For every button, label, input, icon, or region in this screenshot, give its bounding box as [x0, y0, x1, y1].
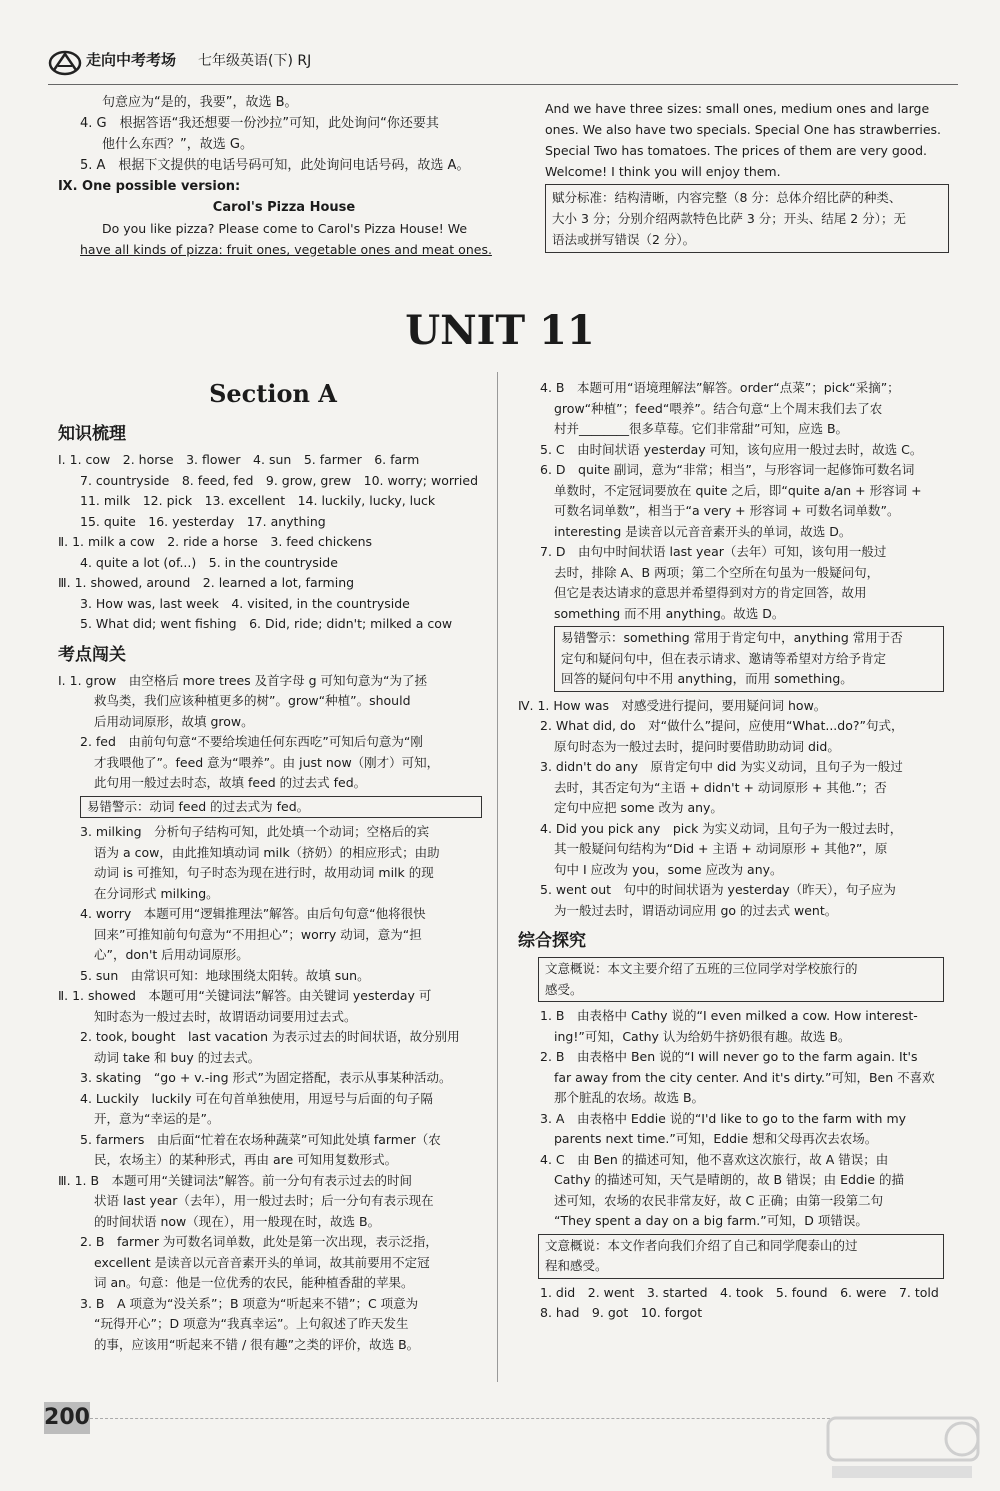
- answer-line: 15. quite 16. yesterday 17. anything: [80, 513, 326, 529]
- answer-line: 民，农场主）的某种形式，再由 are 可知用复数形式。: [94, 1152, 398, 1167]
- answer-line: 定句中应把 some 改为 any。: [554, 800, 723, 815]
- section-title: Section A: [209, 379, 337, 408]
- answer-line: 句中 I 应改为 you，some 应改为 any。: [554, 861, 783, 877]
- header-subtitle: 七年级英语(下) RJ: [198, 53, 312, 69]
- answer-line: Ⅱ. 1. showed 本题可用“关键词法”解答。由关键词 yesterday 可: [58, 988, 432, 1003]
- answer-line: 心”，don't 后用动词原形。: [94, 947, 249, 962]
- answer-line: 为一般过去时，谓语动词应用 go 的过去式 went。: [554, 902, 838, 918]
- answer-line: 3. didn't do any 原肯定句中 did 为实义动词，且句子为一般过: [540, 759, 903, 774]
- text-line: And we have three sizes: small ones, medium ones and large: [545, 101, 930, 116]
- passage-summary-box: [538, 957, 944, 1002]
- text-line: Do you like pizza? Please come to Carol's Pizza House! We: [102, 221, 468, 236]
- error-warning-box: [80, 796, 482, 819]
- answer-line: ing!”可知，Cathy 认为给奶牛挤奶很有趣。故选 B。: [554, 1028, 851, 1044]
- answer-line: 2. What did, do 对“做什么”提问，应使用“What...do?”句式，: [540, 718, 904, 733]
- answer-line: 救鸟类，我们应该种植更多的树”。grow“种植”。should: [94, 693, 411, 708]
- answer-line: 那个脏乱的农场。故选 B。: [554, 1090, 705, 1105]
- answer-line: far away from the city center. And it's dirty.”可知，Ben 不喜欢: [554, 1069, 935, 1085]
- answer-line: Ⅰ. 1. grow 由空格后 more trees 及首字母 g 可知句意为“为了拯: [58, 672, 428, 688]
- answer-line: 5. What did; went fishing 6. Did, ride; didn't; milked a cow: [80, 616, 453, 631]
- answer-line: parents next time.”可知，Eddie 想和父母再次去农场。: [554, 1131, 878, 1146]
- answer-line: 才我喂他了”。feed 意为“喂养”。由 just now（刚才）可知，: [94, 754, 440, 770]
- answer-line: 2. B farmer 为可数名词单数，此处是第一次出现，表示泛指，: [80, 1234, 438, 1249]
- answer-line: Ⅰ. 1. cow 2. horse 3. flower 4. sun 5. farmer 6. farm: [58, 452, 420, 467]
- answer-line: 村并________很多草莓。它们非常甜”可知，应选 B。: [554, 421, 849, 436]
- answer-line: 2. B 由表格中 Ben 说的“I will never go to the farm again. It's: [540, 1049, 918, 1064]
- answer-line: 7. D 由句中时间状语 last year（去年）可知，该句用一般过: [540, 544, 887, 559]
- answer-line: 去时，其否定句为“主语 + didn't + 动词原形 + 其他.”；否: [554, 779, 887, 795]
- heading-knowledge: 知识梳理: [58, 424, 126, 444]
- answer-line: 此句用一般过去时态，故填 feed 的过去式 fed。: [94, 775, 367, 790]
- answer-line: something 而不用 anything。故选 D。: [554, 605, 785, 621]
- answer-line: 动词 take 和 buy 的过去式。: [94, 1049, 261, 1065]
- answer-line: 1. did 2. went 3. started 4. took 5. found 6. were 7. told: [540, 1284, 939, 1300]
- answer-line: “They spent a day on a big farm.”可知，D 项错误。: [554, 1213, 868, 1228]
- answer-line: 3. A 由表格中 Eddie 说的“I'd like to go to the farm with my: [540, 1110, 907, 1126]
- top-left-column: [58, 92, 492, 260]
- answer-line: 可数名词单数”，相当于“a very + 形容词 + 可数名词单数”。: [554, 503, 900, 518]
- text-line: 语法或拼写错误（2 分）。: [552, 232, 696, 247]
- answer-line: 4. Did you pick any pick 为实义动词，且句子为一般过去时，: [540, 820, 903, 836]
- unit-title: UNIT 11: [405, 307, 595, 354]
- page-number: 200: [44, 1402, 90, 1434]
- answer-line: 5. sun 由常识可知：地球围绕太阳转。故填 sun。: [80, 967, 370, 983]
- answer-line: 5. went out 句中的时间状语为 yesterday（昨天），句子应为: [540, 882, 896, 897]
- answer-line: grow“种植”；feed“喂养”。结合句意“上个周末我们去了农: [554, 400, 883, 416]
- answer-line: 回来”可推知前句句意为“不用担心”；worry 动词，意为“担: [94, 926, 422, 942]
- answer-line: 5. C 由时间状语 yesterday 可知，该句应用一般过去时，故选 C。: [540, 441, 923, 457]
- answer-line: 4. worry 本题可用“逻辑推理法”解答。由后句句意“他将很快: [80, 906, 426, 921]
- heading-comprehensive: 综合探究: [518, 931, 586, 951]
- text-line: Welcome! I think you will enjoy them.: [545, 164, 781, 179]
- answer-line: 但它是表达请求的意思并希望得到对方的肯定回答，故用: [554, 585, 867, 600]
- text-line: 回答的疑问句中不用 anything，而用 something。: [561, 671, 853, 686]
- text-line: ones. We also have two specials. Special One has strawberries.: [545, 122, 942, 137]
- text-line: 感受。: [545, 981, 583, 997]
- answer-line: 3. How was, last week 4. visited, in the countryside: [80, 595, 410, 611]
- left-column: [58, 368, 488, 1355]
- text-line: 句意应为“是的，我要”，故选 B。: [102, 95, 298, 110]
- book-logo-icon: [48, 48, 82, 85]
- answer-line: 后用动词原形，故填 grow。: [94, 713, 254, 729]
- text-line: 他什么东西？”，故选 G。: [102, 137, 253, 152]
- answer-line: 2. fed 由前句句意“不要给埃迪任何东西吃”可知后句意为“刚: [80, 734, 423, 749]
- text-line: 大小 3 分；分别介绍两款特色比萨 3 分；开头、结尾 2 分）；无: [552, 211, 906, 226]
- text-line: have all kinds of pizza: fruit ones, vegetable ones and meat ones.: [80, 242, 492, 257]
- answer-line: 开，意为“幸运的是”。: [94, 1111, 220, 1126]
- column-divider: [497, 372, 498, 1382]
- answer-line: 去时，排除 A、B 两项；第二个空所在句虽为一般疑问句，: [554, 564, 880, 580]
- answer-line: 7. countryside 8. feed, fed 9. grow, grew 10. worry; worried: [80, 472, 479, 488]
- heading-exam-points: 考点闯关: [58, 644, 126, 665]
- header-title: 走向中考考场: [86, 51, 177, 69]
- footer-line: [90, 1418, 850, 1419]
- answer-line: 3. milking 分析句子结构可知，此处填一个动词；空格后的宾: [80, 824, 430, 839]
- page-header: [48, 44, 958, 85]
- answer-line: 4. quite a lot (of...) 5. in the countryside: [80, 554, 338, 570]
- answer-line: 知时态为一般过去时，故谓语动词要用过去式。: [94, 1008, 357, 1024]
- essay-title: Carol's Pizza House: [212, 200, 356, 215]
- text-line: 定句和疑问句中，但在表示请求、邀请等希望对方给予肯定: [561, 650, 887, 666]
- text-line: 文意概说：本文主要介绍了五班的三位同学对学校旅行的: [545, 961, 858, 976]
- answer-line: 3. skating “go + v.-ing 形式”为固定搭配，表示从事某种活动。: [80, 1070, 452, 1085]
- text-line: Ⅸ. One possible version:: [58, 179, 241, 194]
- answer-line: Cathy 的描述可知，天气是晴朗的，故 B 错误；由 Eddie 的描: [554, 1172, 904, 1187]
- answer-line: 词 an。句意：他是一位优秀的农民，能种植香甜的苹果。: [94, 1275, 414, 1290]
- answer-line: 11. milk 12. pick 13. excellent 14. luckily, lucky, luck: [80, 493, 436, 508]
- answer-line: excellent 是读音以元音音素开头的单词，故其前要用不定冠: [94, 1254, 430, 1270]
- answer-line: 6. D quite 副词，意为“非常；相当”，与形容词一起修饰可数名词: [540, 462, 915, 477]
- answer-line: 的事，应该用“听起来不错 / 很有趣”之类的评价，故选 B。: [94, 1336, 420, 1352]
- answer-line: 其一般疑问句结构为“Did + 主语 + 动词原形 + 其他?”，原: [554, 841, 888, 856]
- text-line: 4. G 根据答语“我还想要一份沙拉”可知，此处询问“你还要其: [80, 116, 439, 131]
- answer-line: Ⅲ. 1. B 本题可用“关键词法”解答。前一分句有表示过去的时间: [58, 1172, 412, 1188]
- watermark-logo-icon: [822, 1412, 992, 1484]
- answer-line: 状语 last year（去年），用一般过去时；后一分句有表示现在: [94, 1193, 434, 1208]
- right-column: [518, 378, 958, 1324]
- answer-line: 语为 a cow，由此推知填动词 milk（挤奶）的相应形式；由助: [94, 844, 440, 860]
- answer-line: 3. B A 项意为“没关系”；B 项意为“听起来不错”；C 项意为: [80, 1295, 419, 1311]
- answer-line: “玩得开心”；D 项意为“我真幸运”。上句叙述了昨天发生: [94, 1316, 409, 1331]
- text-line: Special Two has tomatoes. The prices of them are very good.: [545, 143, 928, 158]
- answer-line: 述可知，农场的农民非常友好，故 C 正确；由第一段第二句: [554, 1192, 884, 1208]
- answer-line: 4. C 由 Ben 的描述可知，他不喜欢这次旅行，故 A 错误；由: [540, 1151, 889, 1167]
- answer-line: Ⅲ. 1. showed, around 2. learned a lot, farming: [58, 575, 355, 590]
- text-line: 程和感受。: [545, 1258, 608, 1273]
- text-line: 5. A 根据下文提供的电话号码可知，此处询问电话号码，故选 A。: [80, 158, 470, 173]
- answer-line: 4. B 本题可用“语境理解法”解答。order“点菜”；pick“采摘”；: [540, 380, 900, 395]
- answer-line: 2. took, bought last vacation 为表示过去的时间状语，故分别用: [80, 1029, 460, 1044]
- answer-line: 单数时，不定冠词要放在 quite 之后，即“quite a/an + 形容词 +: [554, 482, 922, 498]
- answer-line: 动词 is 可推知，句子时态为现在进行时，故用动词 milk 的现: [94, 865, 434, 880]
- answer-line: Ⅳ. 1. How was 对感受进行提问，要用疑问词 how。: [518, 697, 827, 713]
- passage-summary-box: [538, 1234, 944, 1279]
- answer-line: 原句时态为一般过去时，提问时要借助助动词 did。: [554, 738, 840, 754]
- text-line: 赋分标准：结构清晰，内容完整（8 分：总体介绍比萨的种类、: [552, 190, 902, 205]
- text-line: 易错警示：动词 feed 的过去式为 fed。: [87, 798, 310, 814]
- top-right-column: [545, 98, 955, 257]
- text-line: 文意概说：本文作者向我们介绍了自己和同学爬泰山的过: [545, 1237, 858, 1253]
- answer-line: interesting 是读音以元音音素开头的单词，故选 D。: [554, 523, 852, 539]
- answer-line: Ⅱ. 1. milk a cow 2. ride a horse 3. feed chickens: [58, 534, 373, 549]
- answer-line: 8. had 9. got 10. forgot: [540, 1305, 703, 1320]
- answer-line: 1. B 由表格中 Cathy 说的“I even milked a cow. How interest-: [540, 1008, 918, 1023]
- answer-line: 的时间状语 now（现在），用一般现在时，故选 B。: [94, 1213, 381, 1229]
- scoring-criteria-box: [545, 184, 949, 253]
- text-line: 易错警示：something 常用于肯定句中，anything 常用于否: [561, 630, 903, 645]
- answer-line: 4. Luckily luckily 可在句首单独使用，用逗号与后面的句子隔: [80, 1090, 433, 1106]
- error-warning-box: [554, 626, 944, 692]
- answer-line: 5. farmers 由后面“忙着在农场种蔬菜”可知此处填 farmer（农: [80, 1131, 441, 1147]
- answer-line: 在分词形式 milking。: [94, 885, 219, 901]
